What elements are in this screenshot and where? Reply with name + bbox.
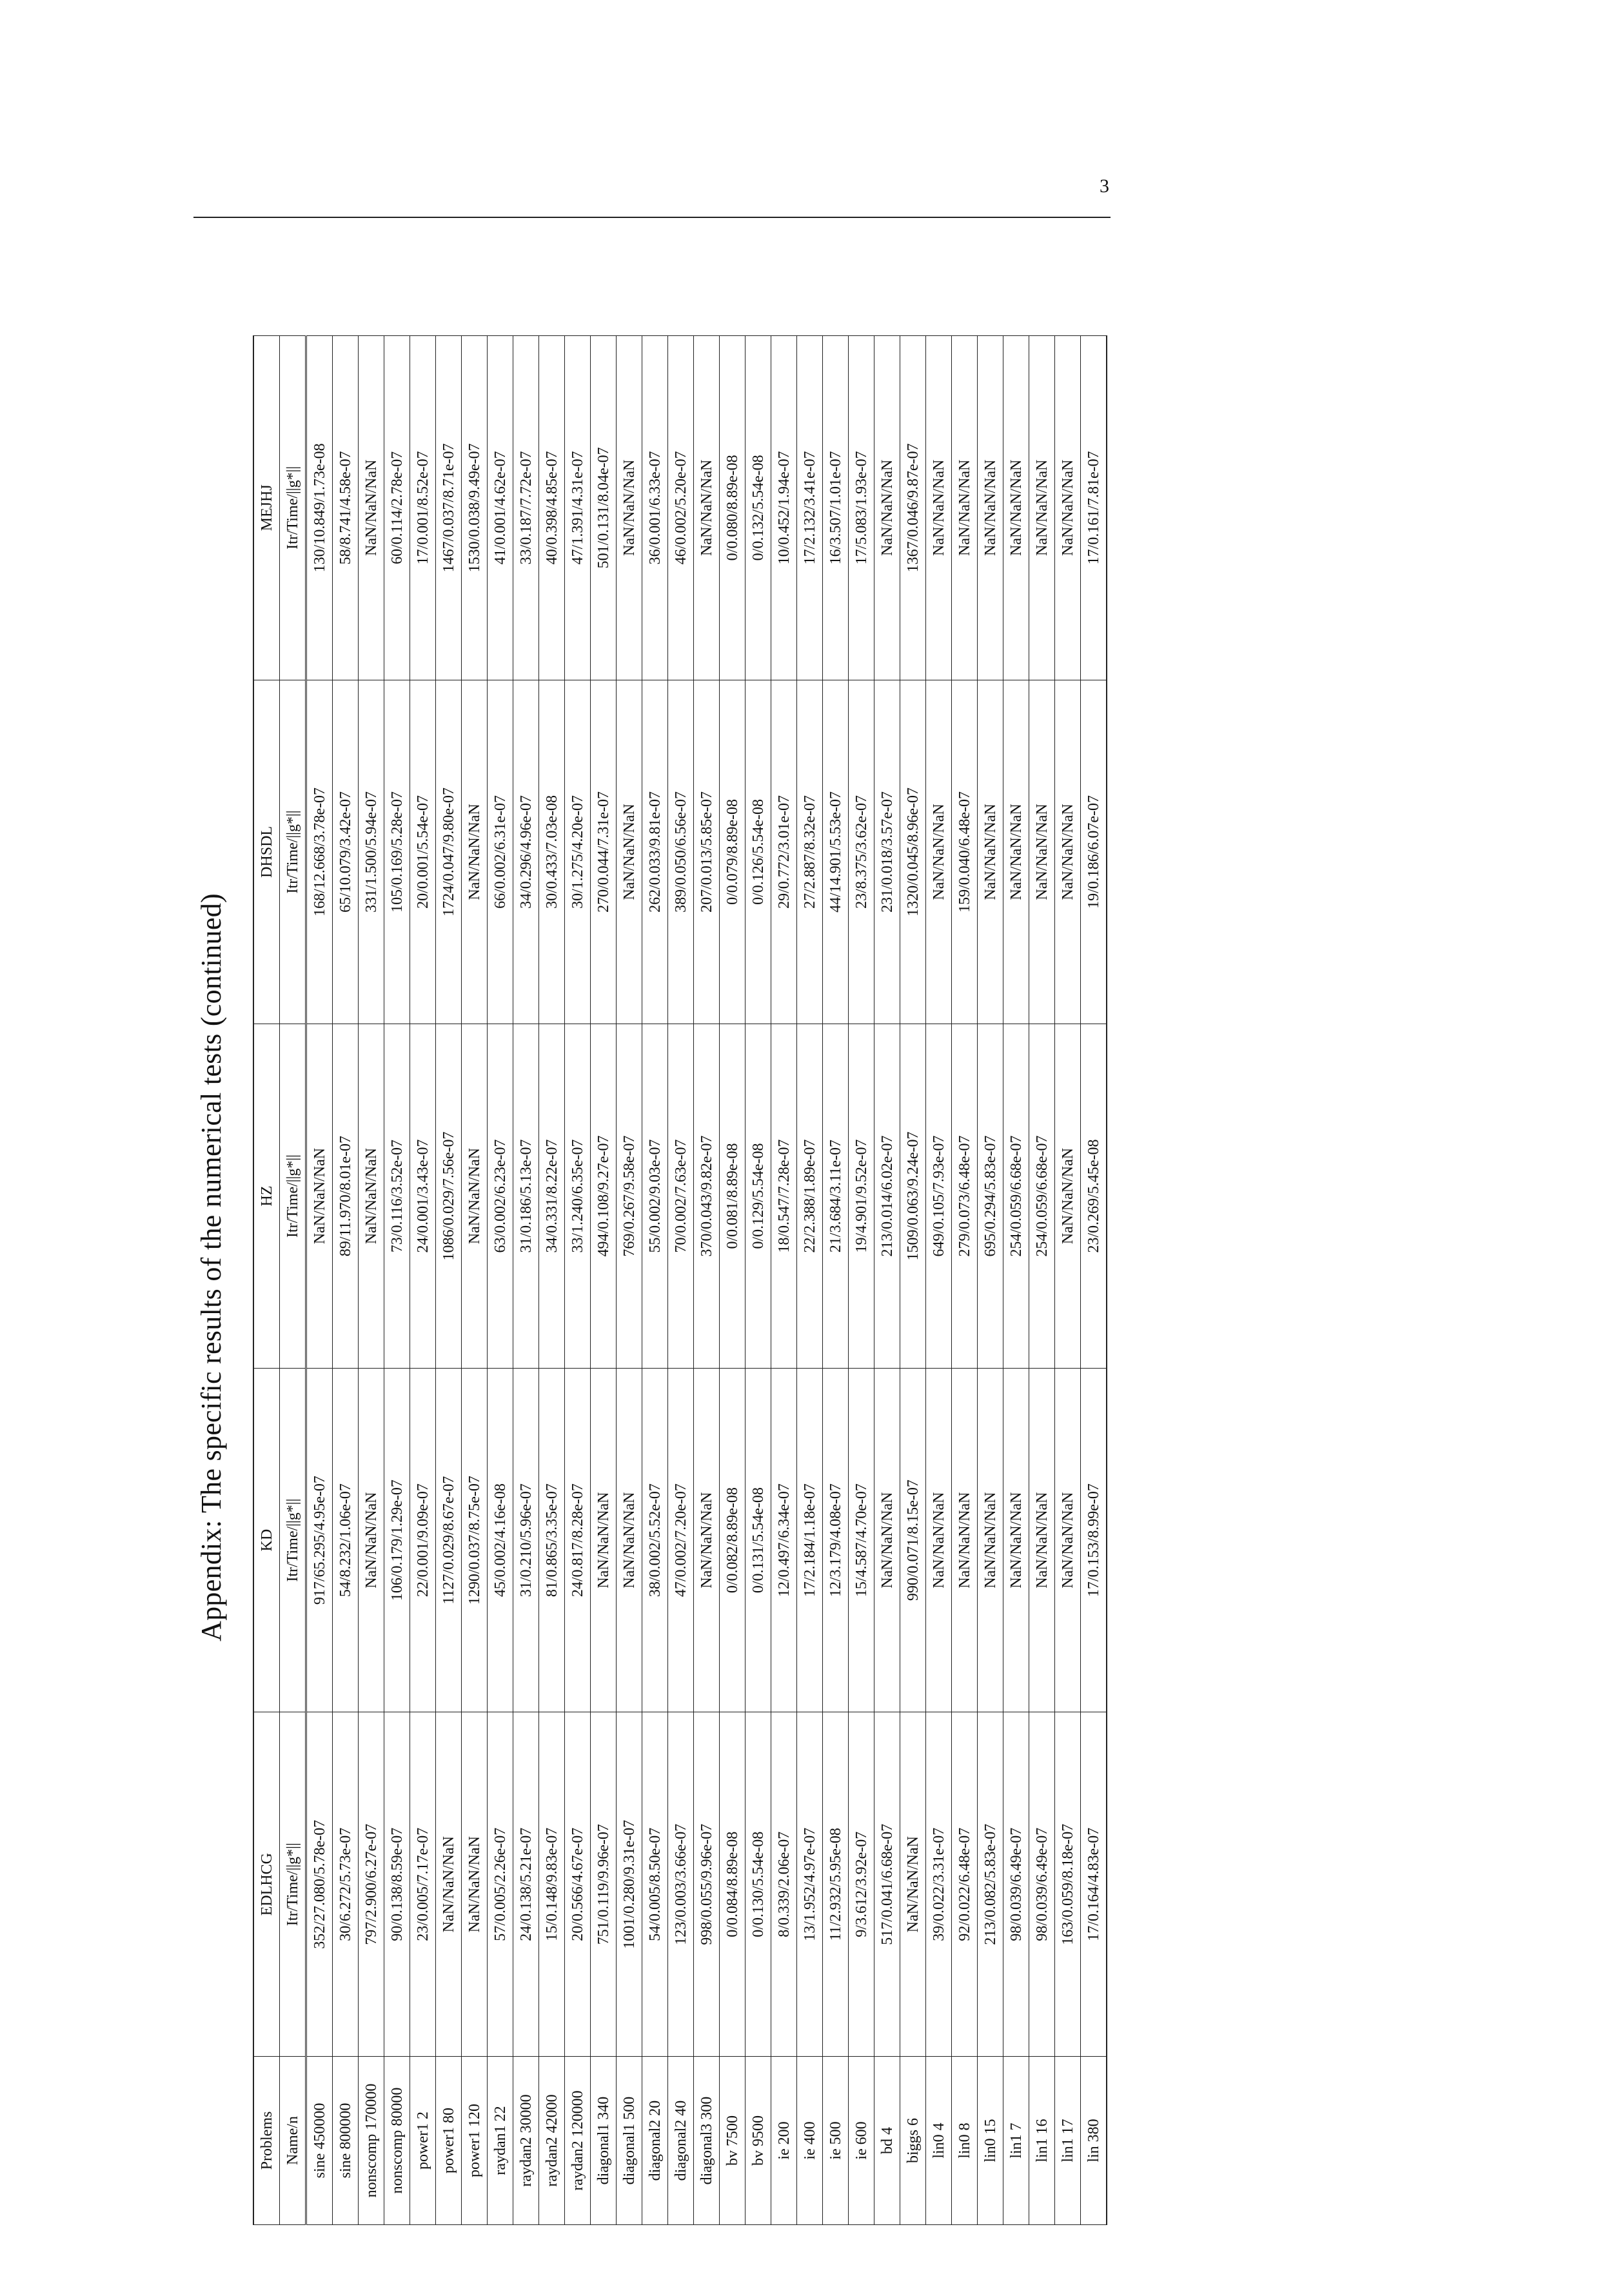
- result-cell: 163/0.059/8.18e-07: [1055, 1712, 1081, 2057]
- result-cell: 998/0.055/9.96e-07: [694, 1712, 720, 2057]
- page-number: 3: [1100, 175, 1109, 197]
- table-row: [513, 336, 539, 2225]
- result-cell: 57/0.005/2.26e-07: [488, 1712, 513, 2057]
- table-row: [436, 336, 462, 2225]
- problem-name-cell: bv 9500: [746, 2057, 771, 2225]
- result-cell: 89/11.970/8.01e-07: [333, 1024, 359, 1369]
- table-row: [384, 336, 410, 2225]
- result-cell: 17/0.164/4.83e-07: [1081, 1712, 1107, 2057]
- result-cell: 17/0.161/7.81e-07: [1081, 336, 1107, 680]
- result-cell: 797/2.900/6.27e-07: [359, 1712, 384, 2057]
- result-cell: 23/0.005/7.17e-07: [410, 1712, 436, 2057]
- result-cell: 494/0.108/9.27e-07: [591, 1024, 617, 1369]
- table-row: [694, 336, 720, 2225]
- result-cell: NaN/NaN/NaN: [1003, 1368, 1029, 1712]
- result-cell: 30/6.272/5.73e-07: [333, 1712, 359, 2057]
- table-row: [591, 336, 617, 2225]
- result-cell: 0/0.132/5.54e-08: [746, 336, 771, 680]
- result-cell: 0/0.084/8.89e-08: [720, 1712, 746, 2057]
- result-cell: 1509/0.063/9.24e-07: [900, 1024, 926, 1369]
- result-cell: 168/12.668/3.78e-07: [306, 680, 333, 1024]
- problem-name-cell: lin1 17: [1055, 2057, 1081, 2225]
- table-row: [359, 336, 384, 2225]
- table-row: [797, 336, 823, 2225]
- result-cell: 207/0.013/5.85e-07: [694, 680, 720, 1024]
- table-row: [720, 336, 746, 2225]
- table-caption: Appendix: The specific results of the numerical tests (continued): [195, 893, 227, 1641]
- result-cell: 262/0.033/9.81e-07: [642, 680, 668, 1024]
- result-cell: 30/1.275/4.20e-07: [565, 680, 591, 1024]
- result-cell: 31/0.186/5.13e-07: [513, 1024, 539, 1369]
- result-cell: 1320/0.045/8.96e-07: [900, 680, 926, 1024]
- result-cell: 33/1.240/6.35e-07: [565, 1024, 591, 1369]
- result-cell: 254/0.059/6.68e-07: [1029, 1024, 1055, 1369]
- result-cell: 1530/0.038/9.49e-07: [462, 336, 488, 680]
- problem-name-cell: lin0 15: [978, 2057, 1003, 2225]
- problem-name-cell: ie 200: [771, 2057, 797, 2225]
- result-cell: 13/1.952/4.97e-07: [797, 1712, 823, 2057]
- result-cell: 19/0.186/6.07e-07: [1081, 680, 1107, 1024]
- result-cell: 54/0.005/8.50e-07: [642, 1712, 668, 2057]
- problem-name-cell: sine 800000: [333, 2057, 359, 2225]
- result-cell: 54/8.232/1.06e-07: [333, 1368, 359, 1712]
- result-cell: 0/0.126/5.54e-08: [746, 680, 771, 1024]
- result-cell: 105/0.169/5.28e-07: [384, 680, 410, 1024]
- landscape-content: [181, 239, 1116, 2296]
- table-row: [746, 336, 771, 2225]
- result-cell: 21/3.684/3.11e-07: [823, 1024, 849, 1369]
- result-cell: NaN/NaN/NaN: [617, 336, 642, 680]
- result-cell: NaN/NaN/NaN: [617, 1368, 642, 1712]
- problem-name-cell: bv 7500: [720, 2057, 746, 2225]
- result-cell: 11/2.932/5.95e-08: [823, 1712, 849, 2057]
- result-cell: NaN/NaN/NaN: [874, 1368, 900, 1712]
- result-cell: NaN/NaN/NaN: [1055, 680, 1081, 1024]
- result-cell: 24/0.138/5.21e-07: [513, 1712, 539, 2057]
- table-row: [849, 336, 874, 2225]
- result-cell: 39/0.022/3.31e-07: [926, 1712, 952, 2057]
- result-cell: 36/0.001/6.33e-07: [642, 336, 668, 680]
- result-cell: 1367/0.046/9.87e-07: [900, 336, 926, 680]
- result-cell: 159/0.040/6.48e-07: [952, 680, 978, 1024]
- result-cell: 279/0.073/6.48e-07: [952, 1024, 978, 1369]
- result-cell: NaN/NaN/NaN: [952, 1368, 978, 1712]
- result-cell: NaN/NaN/NaN: [978, 680, 1003, 1024]
- result-cell: 63/0.002/6.23e-07: [488, 1024, 513, 1369]
- table-row: [642, 336, 668, 2225]
- result-cell: NaN/NaN/NaN: [978, 1368, 1003, 1712]
- result-cell: 45/0.002/4.16e-08: [488, 1368, 513, 1712]
- problem-name-cell: bd 4: [874, 2057, 900, 2225]
- problem-name-cell: diagonal1 500: [617, 2057, 642, 2225]
- problem-name-cell: raydan2 30000: [513, 2057, 539, 2225]
- result-cell: 60/0.114/2.78e-07: [384, 336, 410, 680]
- problem-name-cell: ie 400: [797, 2057, 823, 2225]
- result-cell: NaN/NaN/NaN: [462, 1024, 488, 1369]
- result-cell: NaN/NaN/NaN: [694, 1368, 720, 1712]
- result-cell: 254/0.059/6.68e-07: [1003, 1024, 1029, 1369]
- table-row: [926, 336, 952, 2225]
- result-cell: 90/0.138/8.59e-07: [384, 1712, 410, 2057]
- result-cell: 98/0.039/6.49e-07: [1029, 1712, 1055, 2057]
- result-cell: 55/0.002/9.03e-07: [642, 1024, 668, 1369]
- result-cell: NaN/NaN/NaN: [462, 680, 488, 1024]
- result-cell: 29/0.772/3.01e-07: [771, 680, 797, 1024]
- result-cell: 517/0.041/6.68e-07: [874, 1712, 900, 2057]
- rotated-table-block: [181, 239, 1116, 2296]
- table-row: [488, 336, 513, 2225]
- result-cell: NaN/NaN/NaN: [1029, 680, 1055, 1024]
- result-cell: 990/0.071/8.15e-07: [900, 1368, 926, 1712]
- problem-name-cell: nonscomp 80000: [384, 2057, 410, 2225]
- result-cell: NaN/NaN/NaN: [926, 680, 952, 1024]
- result-cell: 16/3.507/1.01e-07: [823, 336, 849, 680]
- table-row: [771, 336, 797, 2225]
- result-cell: 17/2.132/3.41e-07: [797, 336, 823, 680]
- result-cell: 1467/0.037/8.71e-07: [436, 336, 462, 680]
- header-row-methods: [253, 336, 280, 2225]
- result-cell: 20/0.566/4.67e-07: [565, 1712, 591, 2057]
- result-cell: 0/0.080/8.89e-08: [720, 336, 746, 680]
- result-cell: 40/0.398/4.85e-07: [539, 336, 565, 680]
- result-cell: 649/0.105/7.93e-07: [926, 1024, 952, 1369]
- table-row: [1003, 336, 1029, 2225]
- problem-name-cell: lin0 8: [952, 2057, 978, 2225]
- result-cell: NaN/NaN/NaN: [1003, 680, 1029, 1024]
- result-cell: 0/0.081/8.89e-08: [720, 1024, 746, 1369]
- table-row: [462, 336, 488, 2225]
- table-row: [1029, 336, 1055, 2225]
- subheader-cell: Itr/Time/||g*||: [280, 1368, 306, 1712]
- result-cell: NaN/NaN/NaN: [1003, 336, 1029, 680]
- header-cell: HZ: [253, 1024, 280, 1369]
- subheader-cell: Itr/Time/||g*||: [280, 336, 306, 680]
- result-cell: 18/0.547/7.28e-07: [771, 1024, 797, 1369]
- result-cell: NaN/NaN/NaN: [926, 336, 952, 680]
- table-row: [874, 336, 900, 2225]
- result-cell: 751/0.119/9.96e-07: [591, 1712, 617, 2057]
- problem-name-cell: diagonal2 20: [642, 2057, 668, 2225]
- result-cell: 123/0.003/3.66e-07: [668, 1712, 694, 2057]
- result-cell: 501/0.131/8.04e-07: [591, 336, 617, 680]
- subheader-cell: Itr/Time/||g*||: [280, 1712, 306, 2057]
- result-cell: 213/0.014/6.02e-07: [874, 1024, 900, 1369]
- result-cell: 22/2.388/1.89e-07: [797, 1024, 823, 1369]
- result-cell: 23/0.269/5.45e-08: [1081, 1024, 1107, 1369]
- result-cell: 33/0.187/7.72e-07: [513, 336, 539, 680]
- result-cell: 231/0.018/3.57e-07: [874, 680, 900, 1024]
- header-cell: KD: [253, 1368, 280, 1712]
- result-cell: 0/0.079/8.89e-08: [720, 680, 746, 1024]
- result-cell: 17/0.153/8.99e-07: [1081, 1368, 1107, 1712]
- result-cell: NaN/NaN/NaN: [1029, 1368, 1055, 1712]
- result-cell: NaN/NaN/NaN: [978, 336, 1003, 680]
- result-cell: 0/0.131/5.54e-08: [746, 1368, 771, 1712]
- results-table: [253, 335, 1107, 2225]
- result-cell: 917/65.295/4.95e-07: [306, 1368, 333, 1712]
- problem-name-cell: power1 80: [436, 2057, 462, 2225]
- result-cell: 66/0.002/6.31e-07: [488, 680, 513, 1024]
- problem-name-cell: lin1 7: [1003, 2057, 1029, 2225]
- problem-name-cell: diagonal3 300: [694, 2057, 720, 2225]
- result-cell: 1724/0.047/9.80e-07: [436, 680, 462, 1024]
- table-row: [823, 336, 849, 2225]
- result-cell: NaN/NaN/NaN: [952, 336, 978, 680]
- result-cell: 31/0.210/5.96e-07: [513, 1368, 539, 1712]
- result-cell: 769/0.267/9.58e-07: [617, 1024, 642, 1369]
- result-cell: 10/0.452/1.94e-07: [771, 336, 797, 680]
- table-row: [668, 336, 694, 2225]
- result-cell: 20/0.001/5.54e-07: [410, 680, 436, 1024]
- table-row: [617, 336, 642, 2225]
- result-cell: 27/2.887/8.32e-07: [797, 680, 823, 1024]
- result-cell: 17/5.083/1.93e-07: [849, 336, 874, 680]
- result-cell: NaN/NaN/NaN: [1055, 1368, 1081, 1712]
- result-cell: 73/0.116/3.52e-07: [384, 1024, 410, 1369]
- header-row-metrics: [280, 336, 306, 2225]
- result-cell: NaN/NaN/NaN: [359, 1368, 384, 1712]
- problem-name-cell: ie 500: [823, 2057, 849, 2225]
- result-cell: NaN/NaN/NaN: [900, 1712, 926, 2057]
- result-cell: 24/0.817/8.28e-07: [565, 1368, 591, 1712]
- result-cell: 370/0.043/9.82e-07: [694, 1024, 720, 1369]
- result-cell: 38/0.002/5.52e-07: [642, 1368, 668, 1712]
- table-row: [539, 336, 565, 2225]
- result-cell: 15/4.587/4.70e-07: [849, 1368, 874, 1712]
- table-row: [333, 336, 359, 2225]
- result-cell: 47/0.002/7.20e-07: [668, 1368, 694, 1712]
- table-row: [900, 336, 926, 2225]
- result-cell: NaN/NaN/NaN: [1029, 336, 1055, 680]
- result-cell: 0/0.082/8.89e-08: [720, 1368, 746, 1712]
- result-cell: NaN/NaN/NaN: [1055, 1024, 1081, 1369]
- problem-name-cell: raydan2 42000: [539, 2057, 565, 2225]
- result-cell: 41/0.001/4.62e-07: [488, 336, 513, 680]
- result-cell: 12/0.497/6.34e-07: [771, 1368, 797, 1712]
- result-cell: 44/14.901/5.53e-07: [823, 680, 849, 1024]
- table-row: [1055, 336, 1081, 2225]
- result-cell: 34/0.331/8.22e-07: [539, 1024, 565, 1369]
- problem-name-cell: nonscomp 170000: [359, 2057, 384, 2225]
- result-cell: 1127/0.029/8.67e-07: [436, 1368, 462, 1712]
- result-cell: 12/3.179/4.08e-07: [823, 1368, 849, 1712]
- problem-name-cell: diagonal2 40: [668, 2057, 694, 2225]
- result-cell: 24/0.001/3.43e-07: [410, 1024, 436, 1369]
- table-row: [306, 336, 333, 2225]
- header-cell: EDLHCG: [253, 1712, 280, 2057]
- result-cell: 695/0.294/5.83e-07: [978, 1024, 1003, 1369]
- header-cell: Problems: [253, 2057, 280, 2225]
- problem-name-cell: raydan2 120000: [565, 2057, 591, 2225]
- problem-name-cell: lin 380: [1081, 2057, 1107, 2225]
- result-cell: 58/8.741/4.58e-07: [333, 336, 359, 680]
- result-cell: 23/8.375/3.62e-07: [849, 680, 874, 1024]
- table-body: [306, 336, 1107, 2225]
- result-cell: 0/0.130/5.54e-08: [746, 1712, 771, 2057]
- header-rule: [193, 217, 1111, 218]
- result-cell: 1001/0.280/9.31e-07: [617, 1712, 642, 2057]
- result-cell: 389/0.050/6.56e-07: [668, 680, 694, 1024]
- result-cell: NaN/NaN/NaN: [591, 1368, 617, 1712]
- problem-name-cell: ie 600: [849, 2057, 874, 2225]
- table-row: [952, 336, 978, 2225]
- result-cell: 270/0.044/7.31e-07: [591, 680, 617, 1024]
- result-cell: 17/0.001/8.52e-07: [410, 336, 436, 680]
- result-cell: 1086/0.029/7.56e-07: [436, 1024, 462, 1369]
- result-cell: NaN/NaN/NaN: [462, 1712, 488, 2057]
- table-row: [1081, 336, 1107, 2225]
- result-cell: NaN/NaN/NaN: [694, 336, 720, 680]
- table-row: [410, 336, 436, 2225]
- problem-name-cell: lin1 16: [1029, 2057, 1055, 2225]
- result-cell: 130/10.849/1.73e-08: [306, 336, 333, 680]
- result-cell: 15/0.148/9.83e-07: [539, 1712, 565, 2057]
- problem-name-cell: diagonal1 340: [591, 2057, 617, 2225]
- header-cell: MEJHJ: [253, 336, 280, 680]
- result-cell: 19/4.901/9.52e-07: [849, 1024, 874, 1369]
- result-cell: NaN/NaN/NaN: [359, 1024, 384, 1369]
- result-cell: NaN/NaN/NaN: [926, 1368, 952, 1712]
- result-cell: 106/0.179/1.29e-07: [384, 1368, 410, 1712]
- result-cell: 17/2.184/1.18e-07: [797, 1368, 823, 1712]
- problem-name-cell: power1 120: [462, 2057, 488, 2225]
- result-cell: 30/0.433/7.03e-08: [539, 680, 565, 1024]
- result-cell: 81/0.865/3.35e-07: [539, 1368, 565, 1712]
- result-cell: 331/1.500/5.94e-07: [359, 680, 384, 1024]
- header-cell: DHSDL: [253, 680, 280, 1024]
- problem-name-cell: power1 2: [410, 2057, 436, 2225]
- table-row: [978, 336, 1003, 2225]
- result-cell: 22/0.001/9.09e-07: [410, 1368, 436, 1712]
- result-cell: 352/27.080/5.78e-07: [306, 1712, 333, 2057]
- problem-name-cell: raydan1 22: [488, 2057, 513, 2225]
- subheader-cell: Name/n: [280, 2057, 306, 2225]
- result-cell: 47/1.391/4.31e-07: [565, 336, 591, 680]
- result-cell: NaN/NaN/NaN: [1055, 336, 1081, 680]
- result-cell: 92/0.022/6.48e-07: [952, 1712, 978, 2057]
- problem-name-cell: sine 450000: [306, 2057, 333, 2225]
- result-cell: NaN/NaN/NaN: [617, 680, 642, 1024]
- subheader-cell: Itr/Time/||g*||: [280, 680, 306, 1024]
- result-cell: 98/0.039/6.49e-07: [1003, 1712, 1029, 2057]
- result-cell: 213/0.082/5.83e-07: [978, 1712, 1003, 2057]
- result-cell: 70/0.002/7.63e-07: [668, 1024, 694, 1369]
- result-cell: NaN/NaN/NaN: [436, 1712, 462, 2057]
- result-cell: 34/0.296/4.96e-07: [513, 680, 539, 1024]
- result-cell: NaN/NaN/NaN: [874, 336, 900, 680]
- result-cell: 65/10.079/3.42e-07: [333, 680, 359, 1024]
- result-cell: NaN/NaN/NaN: [359, 336, 384, 680]
- problem-name-cell: lin0 4: [926, 2057, 952, 2225]
- result-cell: 9/3.612/3.92e-07: [849, 1712, 874, 2057]
- result-cell: 0/0.129/5.54e-08: [746, 1024, 771, 1369]
- result-cell: 8/0.339/2.06e-07: [771, 1712, 797, 2057]
- result-cell: NaN/NaN/NaN: [306, 1024, 333, 1369]
- result-cell: 1290/0.037/8.75e-07: [462, 1368, 488, 1712]
- subheader-cell: Itr/Time/||g*||: [280, 1024, 306, 1369]
- problem-name-cell: biggs 6: [900, 2057, 926, 2225]
- result-cell: 46/0.002/5.20e-07: [668, 336, 694, 680]
- table-row: [565, 336, 591, 2225]
